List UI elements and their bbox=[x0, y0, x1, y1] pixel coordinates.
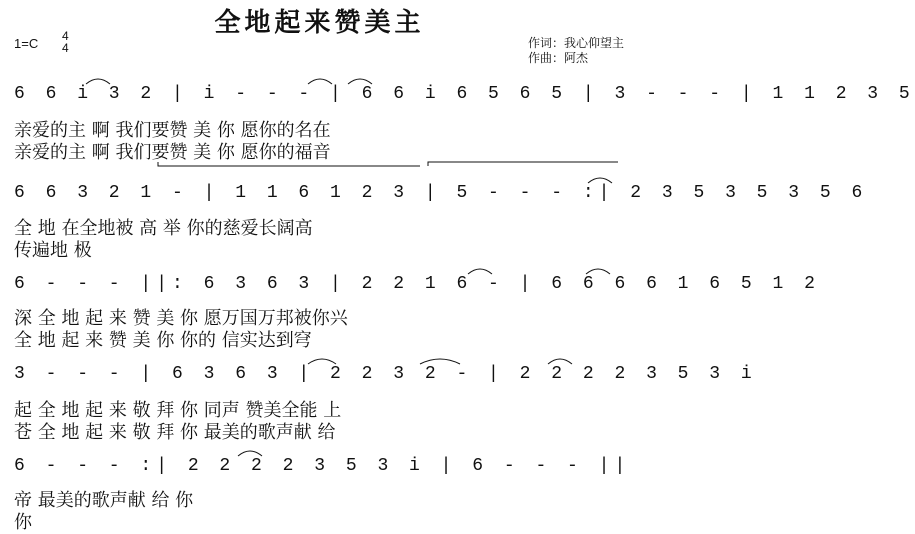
volta-bracket-1 bbox=[158, 162, 420, 166]
volta-bracket-2 bbox=[428, 162, 618, 166]
notes-row-5: 6 - - - :| 2 2 2 2 3 5 3 i | 6 - - - || bbox=[14, 456, 631, 476]
slur-mark bbox=[308, 79, 332, 84]
notes-row-4: 3 - - - | 6 3 6 3 | 2 2 3 2 - | 2 2 2 2 3 5 3 i bbox=[14, 364, 757, 384]
lyric-row-1-verse-2: 亲爱的主 啊 我们要赞 美 你 愿你的福音 bbox=[14, 142, 331, 163]
slur-mark bbox=[586, 269, 610, 274]
slur-mark bbox=[308, 359, 336, 364]
lyric-row-3-verse-1: 深 全 地 起 来 赞 美 你 愿万国万邦被你兴 bbox=[14, 308, 348, 329]
notes-row-1: 6 6 i 3 2 | i - - - | 6 6 i 6 5 6 5 | 3 - - - | 1 1 2 3 5 bbox=[14, 84, 915, 104]
time-top: 4 bbox=[62, 29, 69, 43]
composer-credit: 作曲：阿杰 bbox=[528, 51, 589, 65]
lyric-row-4-verse-1: 起 全 地 起 来 敬 拜 你 同声 赞美全能 上 bbox=[14, 400, 342, 421]
lyric-row-1-verse-1: 亲爱的主 啊 我们要赞 美 你 愿你的名在 bbox=[14, 120, 331, 141]
slur-mark bbox=[420, 359, 460, 364]
lyric-row-4-verse-2: 苍 全 地 起 来 敬 拜 你 最美的歌声献 给 bbox=[14, 422, 336, 443]
slur-mark bbox=[588, 178, 612, 183]
lyric-row-2-verse-2: 传遍地 极 bbox=[14, 240, 92, 261]
lyric-row-2-verse-1: 全 地 在全地被 高 举 你的慈爱长阔高 bbox=[14, 218, 313, 239]
lyric-row-5-verse-2: 你 bbox=[14, 512, 32, 533]
lyricist-credit: 作词：我心仰望主 bbox=[528, 36, 625, 50]
slur-mark bbox=[86, 79, 110, 84]
lyric-row-3-verse-2: 全 地 起 来 赞 美 你 你的 信实达到穹 bbox=[14, 330, 312, 351]
slur-mark bbox=[548, 359, 572, 364]
notes-row-2: 6 6 3 2 1 - | 1 1 6 1 2 3 | 5 - - - :| 2 3 5 3 5 3 5 6 bbox=[14, 183, 868, 203]
slur-mark bbox=[348, 79, 372, 84]
slur-mark bbox=[468, 269, 492, 274]
slur-mark bbox=[238, 451, 262, 456]
notes-row-3: 6 - - - ||: 6 3 6 3 | 2 2 1 6 - | 6 6 6 6 1 6 5 1 2 bbox=[14, 274, 820, 294]
time-bottom: 4 bbox=[62, 41, 69, 55]
key-label: 1=C bbox=[14, 36, 39, 51]
lyric-row-5-verse-1: 帝 最美的歌声献 给 你 bbox=[14, 490, 194, 511]
song-title: 全地起来赞美主 bbox=[214, 8, 425, 38]
